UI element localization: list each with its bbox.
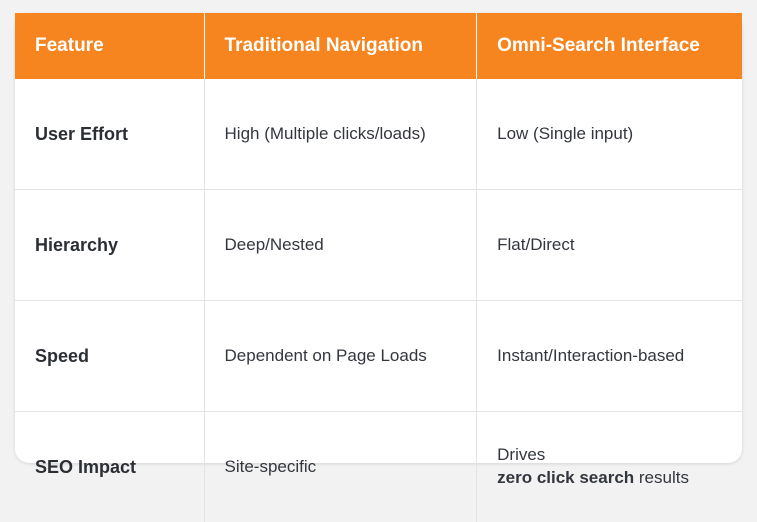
- cell-traditional-speed: Dependent on Page Loads: [204, 301, 477, 412]
- seo-omni-line-one: Drives: [497, 444, 724, 467]
- table-row: [15, 301, 742, 412]
- cell-feature-hierarchy: Hierarchy: [15, 190, 204, 301]
- cell-traditional-user-effort: High (Multiple clicks/loads): [204, 79, 477, 190]
- comparison-table-card: [15, 13, 742, 463]
- column-header-traditional-navigation: Traditional Navigation: [204, 13, 477, 79]
- table-row: [15, 190, 742, 301]
- table-row: [15, 412, 742, 522]
- cell-traditional-hierarchy: Deep/Nested: [204, 190, 477, 301]
- cell-feature-speed: Speed: [15, 301, 204, 412]
- cell-omni-speed: Instant/Interaction-based: [477, 301, 742, 412]
- table-header-row: [15, 13, 742, 79]
- comparison-table: [15, 13, 742, 522]
- column-header-feature: Feature: [15, 13, 204, 79]
- seo-omni-suffix: results: [634, 468, 689, 487]
- seo-omni-bold-phrase: zero click search: [497, 468, 634, 487]
- cell-omni-seo-impact: [477, 412, 742, 522]
- table-body: [15, 79, 742, 522]
- table-header: [15, 13, 742, 79]
- cell-omni-hierarchy: Flat/Direct: [477, 190, 742, 301]
- cell-feature-user-effort: User Effort: [15, 79, 204, 190]
- cell-traditional-seo-impact: Site-specific: [204, 412, 477, 522]
- column-header-omni-search-interface: Omni-Search Interface: [477, 13, 742, 79]
- seo-omni-line-two: [497, 467, 724, 490]
- table-row: [15, 79, 742, 190]
- cell-feature-seo-impact: SEO Impact: [15, 412, 204, 522]
- cell-omni-user-effort: Low (Single input): [477, 79, 742, 190]
